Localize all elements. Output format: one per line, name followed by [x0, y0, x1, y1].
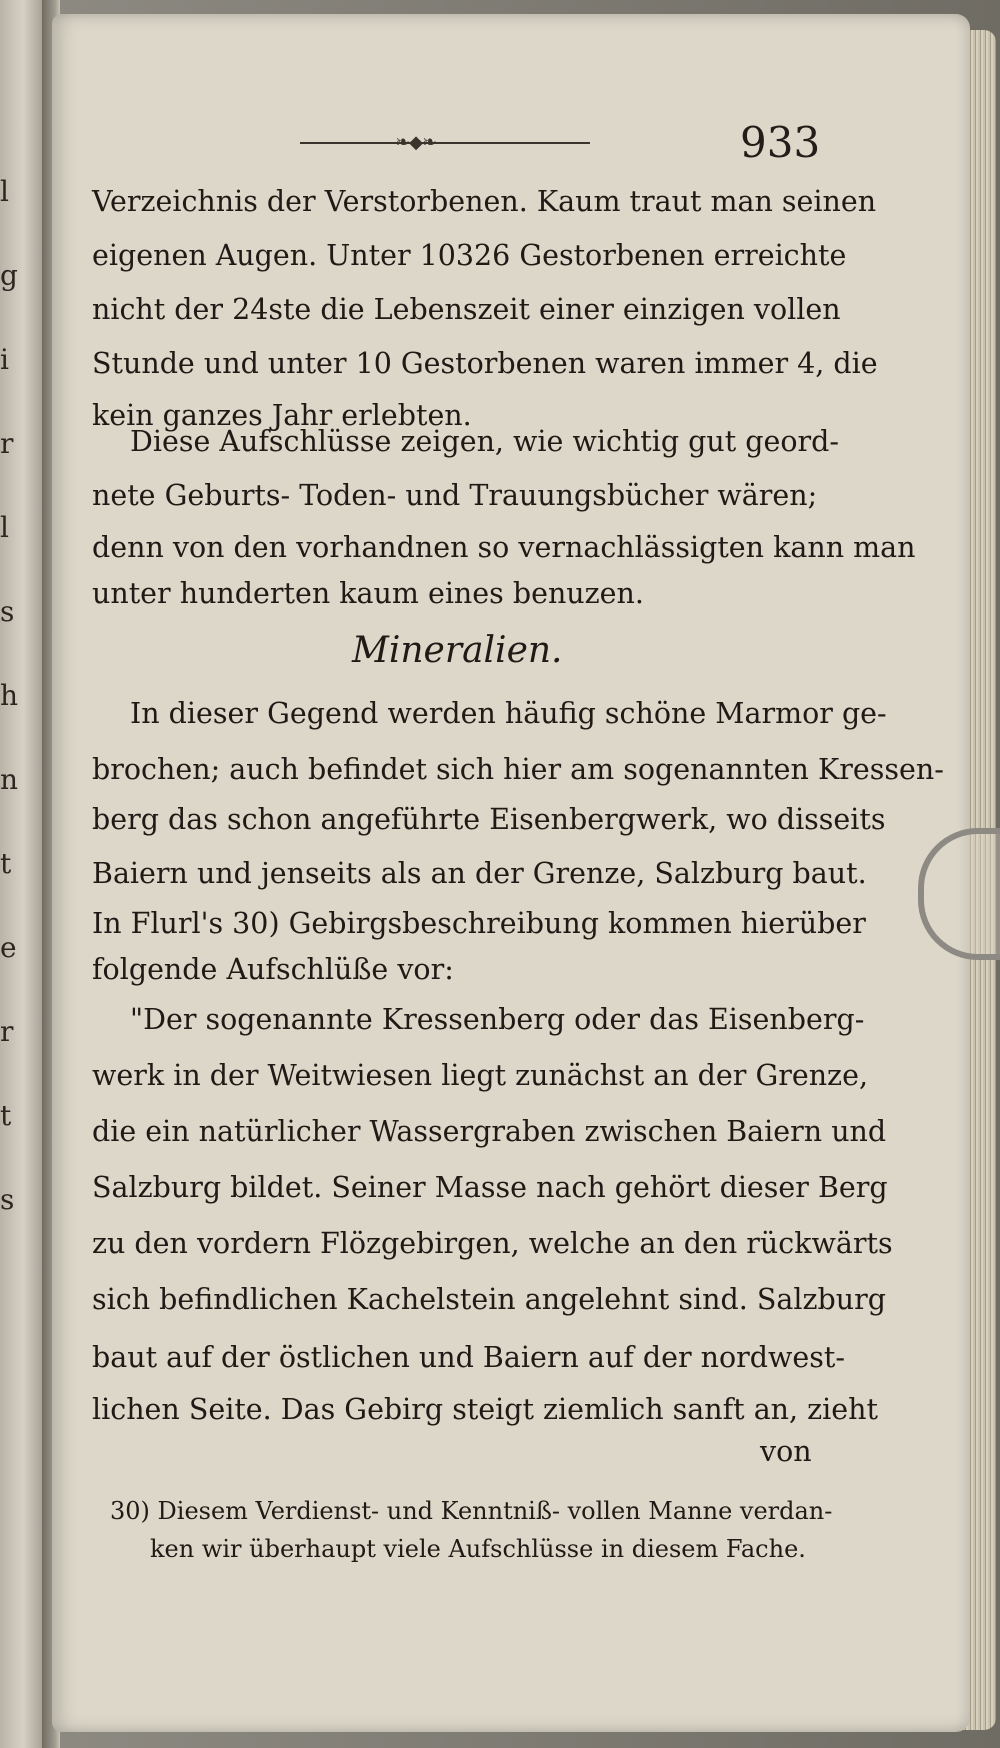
ornament-glyph: ❧◆❧: [395, 132, 437, 153]
fragment-4: r: [0, 427, 14, 460]
text-line: folgende Aufschlüße vor:: [92, 953, 454, 986]
section-heading: Mineralien.: [352, 630, 563, 671]
page-number: 933: [740, 118, 821, 167]
text-line: Baiern und jenseits als an der Grenze, Salzburg baut.: [92, 857, 867, 890]
text-line: die ein natürlicher Wassergraben zwischen Baiern und: [92, 1115, 887, 1148]
facing-page-fragments: [0, 150, 30, 1242]
text-line: eigenen Augen. Unter 10326 Gestorbenen erreichte: [92, 239, 847, 272]
text-line: werk in der Weitwiesen liegt zunächst an der Grenze,: [92, 1059, 868, 1092]
text-line: brochen; auch befindet sich hier am sogenannten Kressen-: [92, 753, 944, 786]
footnote-line: 30) Diesem Verdienst- und Kenntniß- vollen Manne verdan-: [110, 1497, 833, 1525]
fragment-1: l: [0, 175, 9, 208]
fragment-3: i: [0, 343, 9, 376]
fragment-12: t: [0, 1099, 12, 1132]
text-line: Verzeichnis der Verstorbenen. Kaum traut man seinen: [92, 185, 877, 218]
text-line: Diese Aufschlüsse zeigen, wie wichtig gut geord-: [130, 425, 840, 458]
rule-line: [300, 142, 590, 144]
catchword: von: [760, 1435, 812, 1468]
fragment-7: h: [0, 679, 19, 712]
text-line: nete Geburts- Toden- und Trauungsbücher wären;: [92, 479, 818, 512]
fragment-5: l: [0, 511, 9, 544]
text-line: baut auf der östlichen und Baiern auf der nordwest-: [92, 1341, 845, 1374]
text-line: "Der sogenannte Kressenberg oder das Eisenberg-: [130, 1003, 865, 1036]
fragment-6: s: [0, 595, 15, 628]
text-line: lichen Seite. Das Gebirg steigt ziemlich sanft an, zieht: [92, 1393, 878, 1426]
text-line: Salzburg bildet. Seiner Masse nach gehört dieser Berg: [92, 1171, 888, 1204]
text-line: kein ganzes Jahr erlebten.: [92, 399, 472, 432]
text-line: Stunde und unter 10 Gestorbenen waren immer 4, die: [92, 347, 878, 380]
fragment-10: e: [0, 931, 17, 964]
text-line: berg das schon angeführte Eisenbergwerk, wo disseits: [92, 803, 886, 836]
text-line: sich befindlichen Kachelstein angelehnt sind. Salzburg: [92, 1283, 886, 1316]
fragment-8: n: [0, 763, 19, 796]
facing-page-edge: [0, 0, 42, 1748]
text-line: In dieser Gegend werden häufig schöne Marmor ge-: [130, 697, 887, 730]
text-line: denn von den vorhandnen so vernachlässigten kann man: [92, 531, 916, 564]
footnote-line: ken wir überhaupt viele Aufschlüsse in diesem Fache.: [150, 1535, 806, 1563]
text-line: In Flurl's 30) Gebirgsbeschreibung kommen hierüber: [92, 907, 866, 940]
fragment-9: t: [0, 847, 12, 880]
fragment-11: r: [0, 1015, 14, 1048]
fragment-2: g: [0, 259, 18, 292]
fragment-13: s: [0, 1183, 15, 1216]
text-line: unter hunderten kaum eines benuzen.: [92, 577, 644, 610]
text-line: nicht der 24ste die Lebenszeit einer einzigen vollen: [92, 293, 841, 326]
header-ornament-rule: [300, 132, 590, 153]
text-line: zu den vordern Flözgebirgen, welche an den rückwärts: [92, 1227, 893, 1260]
